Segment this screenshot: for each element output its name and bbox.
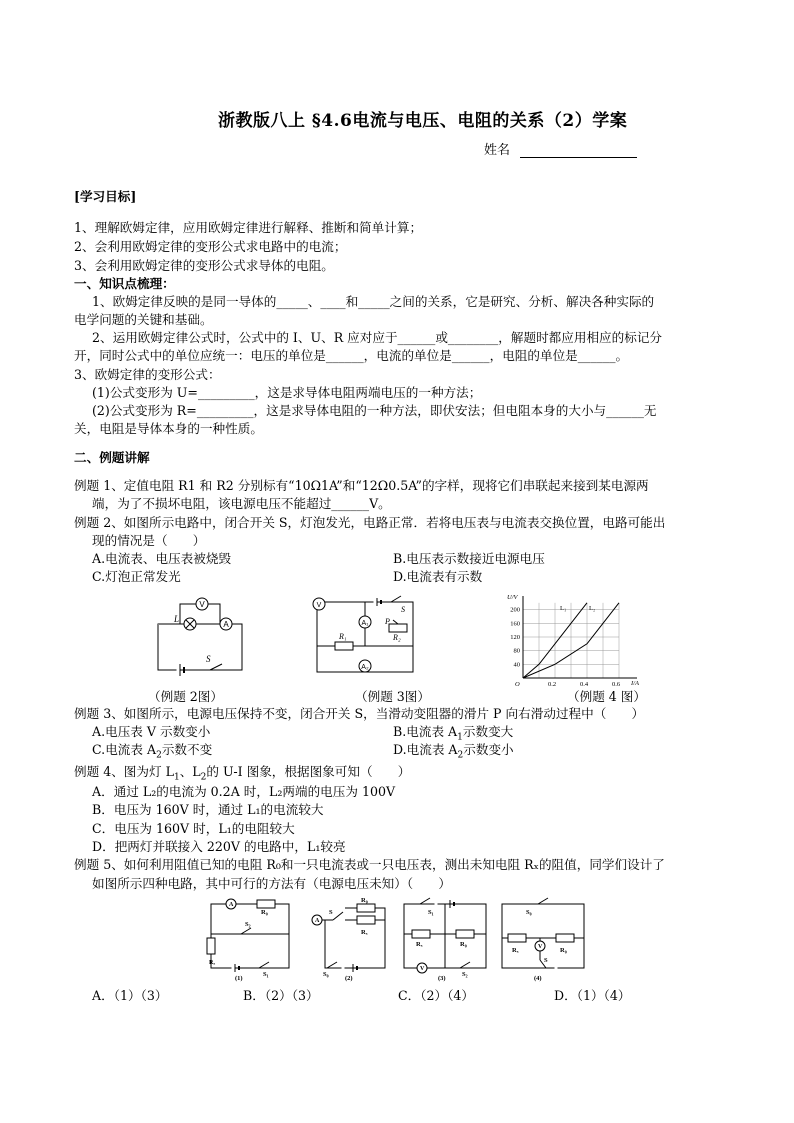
- svg-text:S₁: S₁: [428, 909, 434, 916]
- slider-p-label: P: [385, 617, 390, 626]
- x-axis-label: I/A: [631, 680, 639, 687]
- example3-option-d: D.电流表 $A_2$示数变小: [393, 742, 514, 761]
- curve-l2-label: L₂: [589, 605, 596, 612]
- examples-heading: 二、例题讲解: [74, 450, 150, 465]
- example2-cont: 现的情况是（ ）: [92, 533, 206, 548]
- svg-text:V: V: [420, 966, 425, 972]
- knowledge-p1: 1、欧姆定律反映的是同一导体的_____、____和_____之间的关系，它是研究、分析、解决各种实际的: [92, 294, 655, 309]
- name-blank[interactable]: [520, 145, 637, 158]
- svg-text:A: A: [229, 902, 234, 908]
- svg-text:R₀: R₀: [560, 947, 567, 954]
- figure4-caption: （例题 4 图）: [567, 689, 646, 704]
- example5-circuit-4: [498, 894, 588, 982]
- svg-text:S₀: S₀: [526, 909, 532, 916]
- resistor-r1-label: R₁: [339, 632, 347, 641]
- example4-option-c: C．电压为 160V 时，L₁的电阻较大: [92, 821, 295, 836]
- svg-text:S₂: S₂: [462, 971, 468, 978]
- svg-text:Rₓ: Rₓ: [416, 941, 423, 948]
- example4-option-d: D．把两灯并联接入 220V 的电路中，L₁较亮: [92, 839, 346, 854]
- knowledge-heading: 一、知识点梳理：: [74, 276, 175, 291]
- voltmeter-label: V: [316, 602, 322, 609]
- knowledge-p2: 2、运用欧姆定律公式时，公式中的 I、U、R 应对应于______或________，解题时都应用相应的标记分: [92, 330, 663, 345]
- example1: 例题 1、定值电阻 R1 和 R2 分别标有“10Ω1A”和“12Ω0.5A”的字样，现将它们串联起来接到某电源两: [74, 478, 649, 493]
- example4: 例题 4、图为灯 $L_1$、$L_2$的 U-I 图象，根据图象可知（ ）: [74, 764, 411, 783]
- svg-text:Rₓ: Rₓ: [361, 929, 368, 936]
- origin-label: O: [515, 681, 520, 688]
- example3-option-c: C.电流表 $A_2$示数不变: [92, 742, 213, 761]
- lamp-label: L: [174, 614, 180, 624]
- svg-text:(1): (1): [235, 975, 243, 982]
- example5-circuit-1: [205, 894, 291, 982]
- figure2-caption: （例题 2图）: [148, 689, 223, 704]
- voltmeter-label: V: [199, 600, 205, 609]
- resistor-r2-label: R₂: [393, 633, 401, 642]
- page-title: 浙教版八上 §4.6电流与电压、电阻的关系（2）学案: [218, 111, 628, 131]
- objectives-heading: [学习目标]: [74, 189, 137, 204]
- objective-item: 2、会利用欧姆定律的变形公式求电路中的电流；: [74, 239, 347, 254]
- example3: 例题 3、如图所示，电源电压保持不变，闭合开关 S，当滑动变阻器的滑片 P 向右滑动过程中（ ）: [74, 706, 645, 721]
- knowledge-p3a: (1)公式变形为 U=_________，这是求导体电阻两端电压的一种方法；: [92, 385, 482, 400]
- svg-text:S₀: S₀: [323, 971, 329, 978]
- x-tick-label: 0.4: [579, 681, 589, 688]
- svg-text:S: S: [544, 957, 548, 964]
- svg-text:(3): (3): [438, 975, 446, 982]
- example4-ui-graph: [505, 590, 645, 688]
- y-tick-label: 160: [510, 620, 520, 628]
- knowledge-p3b: (2)公式变形为 R=_________，这是求导体电阻的一种方法，即伏安法；但电阻本身的大小与______无: [92, 403, 657, 418]
- example4-option-a: A．通过 L₂的电流为 0.2A 时，L₂两端的电压为 100V: [92, 784, 396, 799]
- switch-label: S: [401, 605, 405, 614]
- svg-text:R₀: R₀: [361, 897, 368, 904]
- svg-text:S₂: S₂: [245, 921, 251, 928]
- objective-item: 1、理解欧姆定律，应用欧姆定律进行解释、推断和简单计算；: [74, 220, 423, 235]
- svg-text:S: S: [329, 909, 333, 916]
- example5-cont: 如图所示四种电路，其中可行的方法有（电源电压未知）（ ）: [92, 876, 451, 891]
- example5-option-c: C．（2）（4）: [398, 988, 475, 1003]
- ammeter-label: A: [223, 620, 229, 629]
- svg-text:R₀: R₀: [460, 941, 467, 948]
- y-tick-label: 200: [510, 606, 520, 614]
- example5-circuit-3: [400, 894, 490, 982]
- y-axis-label: U/V: [507, 594, 518, 601]
- figure3-caption: （例题 3图）: [355, 689, 430, 704]
- example5-circuit-2: [305, 894, 391, 982]
- example3-option-a: A.电压表 V 示数变小: [92, 724, 211, 739]
- svg-text:A: A: [315, 918, 320, 924]
- knowledge-p2-cont: 开，同时公式中的单位应统一：电压的单位是______，电流的单位是______，电阻的单位是______。: [74, 348, 629, 363]
- svg-text:(4): (4): [534, 975, 542, 982]
- example3-option-b: B.电流表 $A_1$示数变大: [393, 724, 514, 743]
- svg-text:Rₓ: Rₓ: [209, 960, 216, 966]
- svg-text:Rₓ: Rₓ: [512, 947, 519, 954]
- x-tick-label: 0.6: [611, 681, 621, 688]
- y-tick-label: 80: [513, 647, 520, 655]
- example5-option-b: B．（2）（3）: [243, 988, 319, 1003]
- y-tick-label: 120: [510, 634, 520, 641]
- curve-l1-label: L₁: [560, 605, 567, 612]
- example2-option-a: A.电流表、电压表被烧毁: [92, 551, 232, 566]
- svg-text:(2): (2): [345, 975, 353, 982]
- example5: 例题 5、如何利用阻值已知的电阻 R₀和一只电流表或一只电压表，测出未知电阻 Rₓ的阻值，同学们设计了: [74, 857, 665, 872]
- objective-item: 3、会利用欧姆定律的变形公式求导体的电阻。: [74, 258, 334, 273]
- name-label: 姓名: [484, 143, 511, 158]
- ammeter-a1-label: A₁: [361, 620, 369, 627]
- example2: 例题 2、如图所示电路中，闭合开关 S，灯泡发光，电路正常．若将电压表与电流表交换位置，电路可能出: [74, 515, 666, 530]
- y-tick-label: 40: [513, 661, 520, 669]
- example2-option-b: B.电压表示数接近电源电压: [393, 551, 545, 566]
- name-field[interactable]: [484, 139, 637, 158]
- ammeter-a2-label: A₂: [361, 664, 369, 671]
- example5-option-d: D．（1）（4）: [554, 988, 631, 1003]
- svg-text:S₁: S₁: [263, 971, 269, 978]
- x-tick-label: 0.2: [547, 681, 557, 688]
- example1-cont: 端，为了不损坏电阻，该电源电压不能超过______V。: [92, 496, 391, 511]
- example2-option-c: C.灯泡正常发光: [92, 569, 181, 584]
- example2-circuit-diagram: [150, 590, 250, 680]
- knowledge-p1-cont: 电学问题的关键和基础。: [74, 312, 213, 327]
- example4-option-b: B．电压为 160V 时，通过 L₁的电流较大: [92, 802, 324, 817]
- svg-text:R₀: R₀: [261, 909, 268, 916]
- example3-circuit-diagram: [305, 592, 423, 678]
- example2-option-d: D.电流表有示数: [393, 569, 483, 584]
- svg-text:V: V: [538, 944, 543, 950]
- knowledge-p3: 3、欧姆定律的变形公式：: [74, 367, 221, 382]
- switch-label: S: [206, 654, 211, 664]
- knowledge-p3b-cont: 关，电阻是导体本身的一种性质。: [74, 421, 263, 436]
- example5-option-a: A．（1）（3）: [92, 988, 168, 1003]
